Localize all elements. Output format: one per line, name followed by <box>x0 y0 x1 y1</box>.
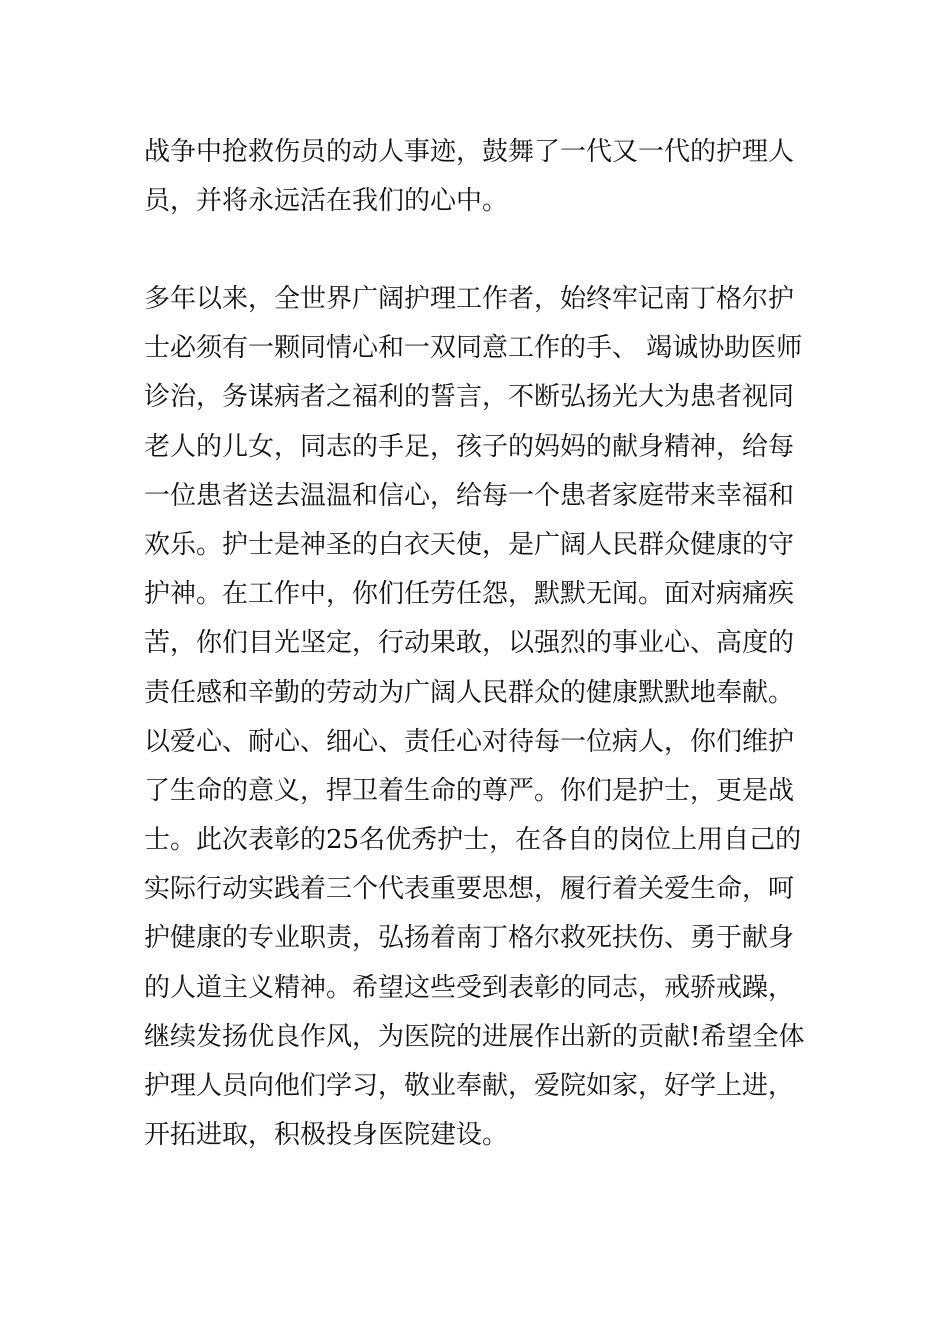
paragraph-line: 护神。在工作中，你们任劳任怨，默默无闻。面对病痛疾 <box>144 579 795 610</box>
paragraph-line: 员，并将永远活在我们的心中。 <box>144 186 509 217</box>
paragraph-line: 的人道主义精神。希望这些受到表彰的同志，戒骄戒躁， <box>144 972 795 1003</box>
paragraph-line: 士必须有一颗同情心和一双同意工作的手、 竭诚协助医师 <box>144 333 803 364</box>
paragraph-line: 护健康的专业职责，弘扬着南丁格尔救死扶伤、勇于献身 <box>144 923 795 954</box>
paragraph-line: 欢乐。护士是神圣的白衣天使，是广阔人民群众健康的守 <box>144 529 795 560</box>
paragraph-line: 一位患者送去温温和信心，给每一个患者家庭带来幸福和 <box>144 480 795 511</box>
paragraph-2 <box>144 275 804 1160</box>
paragraph-line: 苦，你们目光坚定，行动果敢，以强烈的事业心、高度的 <box>144 628 795 659</box>
paragraph-line: 继续发扬优良作风，为医院的进展作出新的贡献!希望全体 <box>144 1021 805 1052</box>
paragraph-line: 士。此次表彰的25名优秀护士，在各自的岗位上用自己的 <box>144 825 802 856</box>
paragraph-line: 护理人员向他们学习，敬业奉献，爱院如家，好学上进， <box>144 1071 795 1101</box>
paragraph-1 <box>144 128 794 226</box>
paragraph-line: 了生命的意义，捍卫着生命的尊严。你们是护士，更是战 <box>144 775 795 806</box>
paragraph-line: 战争中抢救伤员的动人事迹，鼓舞了一代又一代的护理人 <box>144 137 795 167</box>
paragraph-line: 开拓进取，积极投身医院建设。 <box>144 1120 509 1151</box>
paragraph-line: 以爱心、耐心、细心、责任心对待每一位病人，你们维护 <box>144 726 795 757</box>
paragraph-line: 诊治，务谋病者之福利的誓言，不断弘扬光大为患者视同 <box>144 382 795 413</box>
paragraph-line: 老人的儿女，同志的手足，孩子的妈妈的献身精神，给每 <box>144 431 795 462</box>
paragraph-line: 实际行动实践着三个代表重要思想，履行着关爱生命，呵 <box>144 874 795 905</box>
paragraph-line: 责任感和辛勤的劳动为广阔人民群众的健康默默地奉献。 <box>144 677 795 708</box>
paragraph-line: 多年以来，全世界广阔护理工作者，始终牢记南丁格尔护 <box>144 284 795 314</box>
